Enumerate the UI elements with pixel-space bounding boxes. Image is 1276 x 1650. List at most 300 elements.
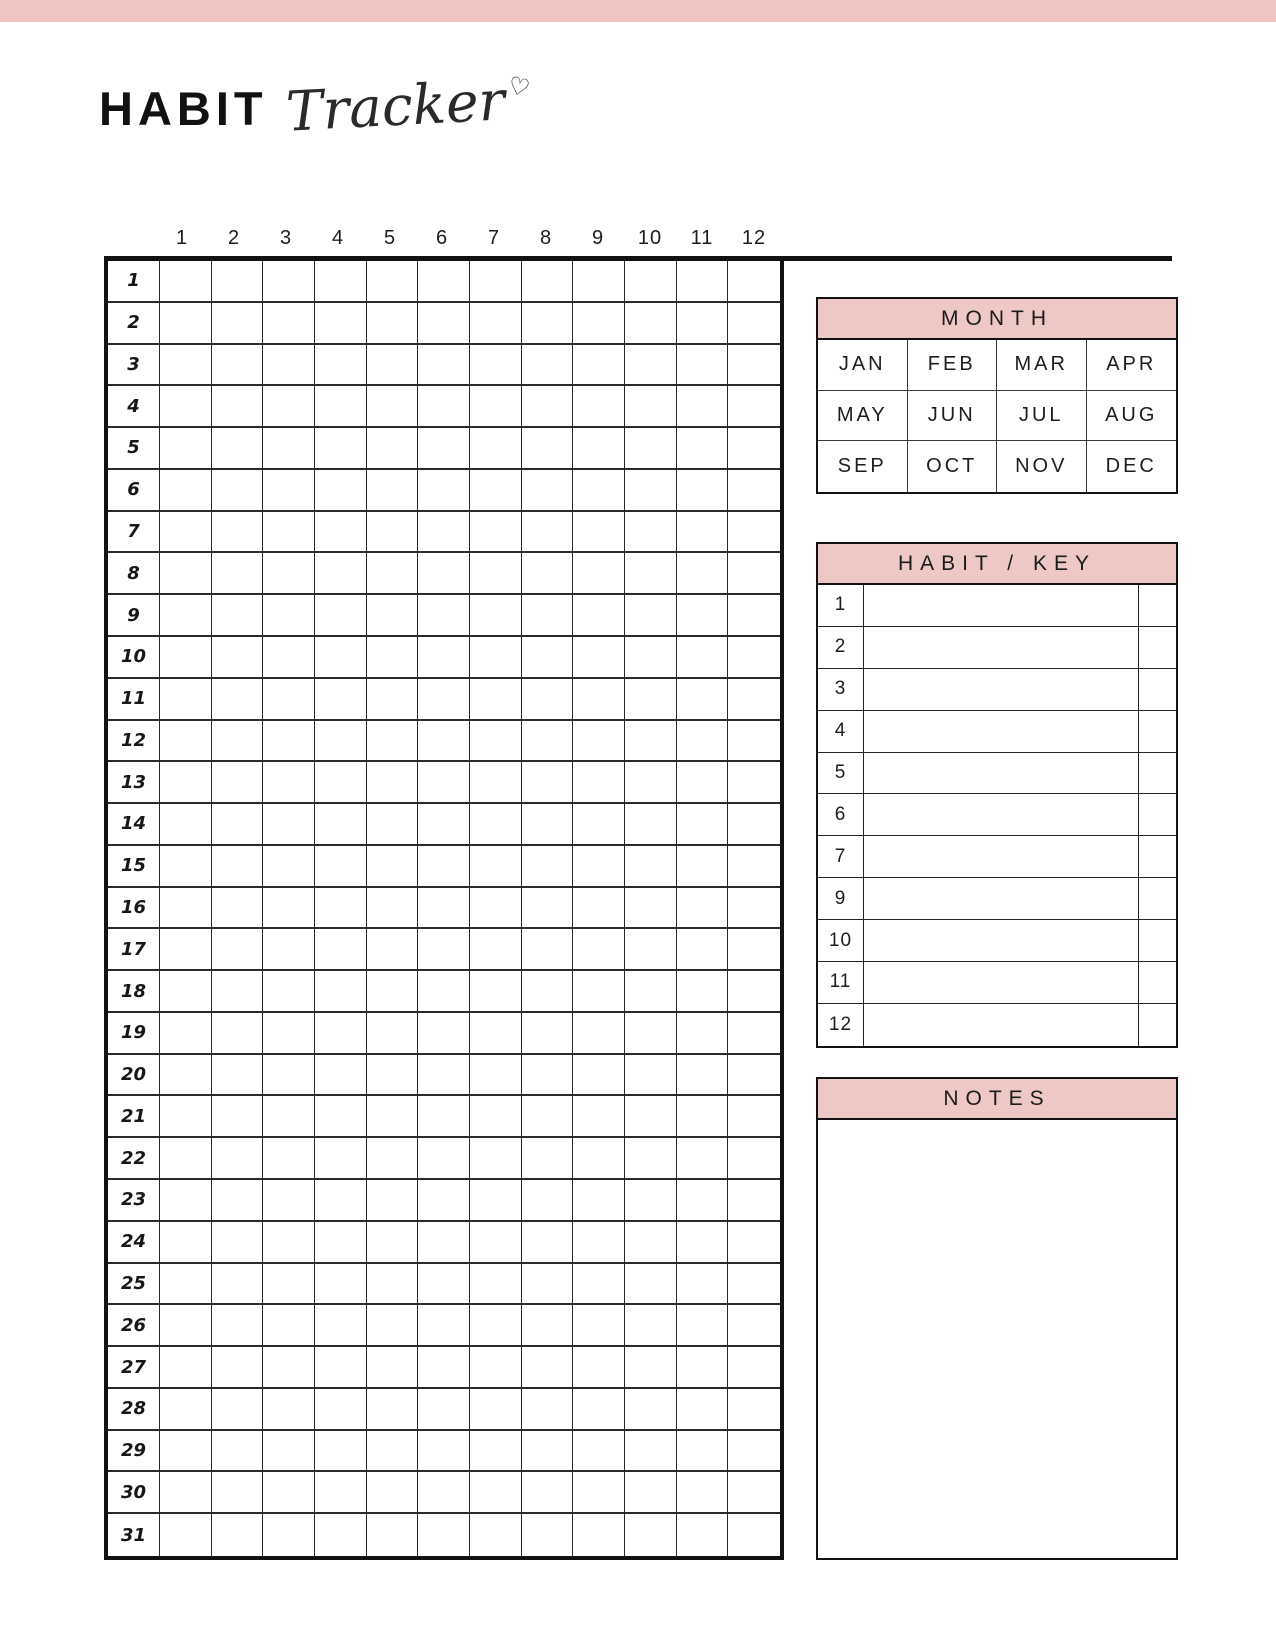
tracker-cell-r12-c8[interactable] bbox=[522, 721, 574, 763]
tracker-cell-r15-c5[interactable] bbox=[367, 846, 419, 888]
tracker-cell-r28-c5[interactable] bbox=[367, 1389, 419, 1431]
tracker-cell-r31-c11[interactable] bbox=[677, 1514, 729, 1556]
tracker-cell-r12-c3[interactable] bbox=[263, 721, 315, 763]
tracker-cell-r19-c11[interactable] bbox=[677, 1013, 729, 1055]
tracker-cell-r18-c6[interactable] bbox=[418, 971, 470, 1013]
tracker-cell-r1-c2[interactable] bbox=[212, 261, 264, 303]
tracker-cell-r1-c12[interactable] bbox=[728, 261, 780, 303]
tracker-cell-r8-c1[interactable] bbox=[160, 553, 212, 595]
tracker-cell-r30-c7[interactable] bbox=[470, 1472, 522, 1514]
tracker-cell-r4-c5[interactable] bbox=[367, 386, 419, 428]
tracker-cell-r28-c12[interactable] bbox=[728, 1389, 780, 1431]
tracker-cell-r31-c12[interactable] bbox=[728, 1514, 780, 1556]
tracker-cell-r19-c3[interactable] bbox=[263, 1013, 315, 1055]
tracker-cell-r27-c7[interactable] bbox=[470, 1347, 522, 1389]
tracker-cell-r15-c10[interactable] bbox=[625, 846, 677, 888]
tracker-cell-r25-c10[interactable] bbox=[625, 1264, 677, 1306]
tracker-cell-r5-c8[interactable] bbox=[522, 428, 574, 470]
tracker-cell-r14-c8[interactable] bbox=[522, 804, 574, 846]
tracker-cell-r23-c8[interactable] bbox=[522, 1180, 574, 1222]
tracker-cell-r3-c4[interactable] bbox=[315, 345, 367, 387]
tracker-cell-r24-c3[interactable] bbox=[263, 1222, 315, 1264]
tracker-cell-r4-c12[interactable] bbox=[728, 386, 780, 428]
tracker-cell-r24-c11[interactable] bbox=[677, 1222, 729, 1264]
tracker-cell-r22-c1[interactable] bbox=[160, 1138, 212, 1180]
tracker-cell-r4-c8[interactable] bbox=[522, 386, 574, 428]
tracker-cell-r27-c9[interactable] bbox=[573, 1347, 625, 1389]
tracker-cell-r30-c3[interactable] bbox=[263, 1472, 315, 1514]
tracker-cell-r16-c1[interactable] bbox=[160, 888, 212, 930]
tracker-cell-r6-c10[interactable] bbox=[625, 470, 677, 512]
tracker-cell-r12-c1[interactable] bbox=[160, 721, 212, 763]
tracker-cell-r9-c1[interactable] bbox=[160, 595, 212, 637]
tracker-cell-r2-c10[interactable] bbox=[625, 303, 677, 345]
tracker-cell-r19-c5[interactable] bbox=[367, 1013, 419, 1055]
tracker-cell-r13-c3[interactable] bbox=[263, 762, 315, 804]
month-apr[interactable]: APR bbox=[1087, 340, 1177, 391]
tracker-cell-r23-c10[interactable] bbox=[625, 1180, 677, 1222]
tracker-cell-r13-c9[interactable] bbox=[573, 762, 625, 804]
tracker-cell-r25-c5[interactable] bbox=[367, 1264, 419, 1306]
tracker-cell-r9-c2[interactable] bbox=[212, 595, 264, 637]
tracker-cell-r30-c8[interactable] bbox=[522, 1472, 574, 1514]
tracker-cell-r26-c6[interactable] bbox=[418, 1305, 470, 1347]
tracker-cell-r28-c11[interactable] bbox=[677, 1389, 729, 1431]
tracker-cell-r8-c5[interactable] bbox=[367, 553, 419, 595]
tracker-cell-r4-c4[interactable] bbox=[315, 386, 367, 428]
tracker-cell-r28-c1[interactable] bbox=[160, 1389, 212, 1431]
tracker-cell-r1-c6[interactable] bbox=[418, 261, 470, 303]
tracker-cell-r6-c3[interactable] bbox=[263, 470, 315, 512]
tracker-cell-r8-c10[interactable] bbox=[625, 553, 677, 595]
tracker-cell-r6-c1[interactable] bbox=[160, 470, 212, 512]
month-may[interactable]: MAY bbox=[818, 391, 908, 442]
tracker-cell-r30-c11[interactable] bbox=[677, 1472, 729, 1514]
tracker-cell-r26-c12[interactable] bbox=[728, 1305, 780, 1347]
tracker-cell-r13-c11[interactable] bbox=[677, 762, 729, 804]
tracker-cell-r22-c11[interactable] bbox=[677, 1138, 729, 1180]
tracker-cell-r6-c8[interactable] bbox=[522, 470, 574, 512]
tracker-cell-r8-c11[interactable] bbox=[677, 553, 729, 595]
habit-key-cell-11[interactable] bbox=[1138, 962, 1176, 1003]
tracker-cell-r6-c5[interactable] bbox=[367, 470, 419, 512]
tracker-cell-r30-c10[interactable] bbox=[625, 1472, 677, 1514]
tracker-cell-r14-c1[interactable] bbox=[160, 804, 212, 846]
tracker-cell-r7-c11[interactable] bbox=[677, 512, 729, 554]
tracker-cell-r3-c1[interactable] bbox=[160, 345, 212, 387]
tracker-cell-r2-c2[interactable] bbox=[212, 303, 264, 345]
tracker-cell-r29-c2[interactable] bbox=[212, 1431, 264, 1473]
tracker-cell-r19-c9[interactable] bbox=[573, 1013, 625, 1055]
tracker-cell-r11-c8[interactable] bbox=[522, 679, 574, 721]
tracker-cell-r11-c4[interactable] bbox=[315, 679, 367, 721]
tracker-cell-r28-c10[interactable] bbox=[625, 1389, 677, 1431]
tracker-cell-r19-c7[interactable] bbox=[470, 1013, 522, 1055]
tracker-cell-r27-c11[interactable] bbox=[677, 1347, 729, 1389]
tracker-cell-r16-c8[interactable] bbox=[522, 888, 574, 930]
tracker-cell-r11-c1[interactable] bbox=[160, 679, 212, 721]
tracker-cell-r21-c1[interactable] bbox=[160, 1096, 212, 1138]
tracker-cell-r1-c9[interactable] bbox=[573, 261, 625, 303]
tracker-cell-r5-c9[interactable] bbox=[573, 428, 625, 470]
tracker-cell-r18-c2[interactable] bbox=[212, 971, 264, 1013]
tracker-cell-r26-c10[interactable] bbox=[625, 1305, 677, 1347]
tracker-cell-r23-c9[interactable] bbox=[573, 1180, 625, 1222]
tracker-cell-r11-c11[interactable] bbox=[677, 679, 729, 721]
tracker-cell-r8-c9[interactable] bbox=[573, 553, 625, 595]
tracker-cell-r24-c5[interactable] bbox=[367, 1222, 419, 1264]
tracker-cell-r4-c3[interactable] bbox=[263, 386, 315, 428]
tracker-cell-r26-c2[interactable] bbox=[212, 1305, 264, 1347]
tracker-cell-r25-c12[interactable] bbox=[728, 1264, 780, 1306]
tracker-cell-r19-c6[interactable] bbox=[418, 1013, 470, 1055]
tracker-cell-r31-c1[interactable] bbox=[160, 1514, 212, 1556]
tracker-cell-r31-c7[interactable] bbox=[470, 1514, 522, 1556]
tracker-cell-r2-c11[interactable] bbox=[677, 303, 729, 345]
tracker-cell-r3-c8[interactable] bbox=[522, 345, 574, 387]
habit-name-field-9[interactable] bbox=[864, 878, 1138, 919]
tracker-cell-r31-c6[interactable] bbox=[418, 1514, 470, 1556]
tracker-cell-r1-c1[interactable] bbox=[160, 261, 212, 303]
tracker-cell-r22-c7[interactable] bbox=[470, 1138, 522, 1180]
tracker-cell-r12-c6[interactable] bbox=[418, 721, 470, 763]
tracker-cell-r28-c3[interactable] bbox=[263, 1389, 315, 1431]
tracker-cell-r17-c2[interactable] bbox=[212, 929, 264, 971]
tracker-cell-r31-c4[interactable] bbox=[315, 1514, 367, 1556]
tracker-cell-r2-c12[interactable] bbox=[728, 303, 780, 345]
tracker-cell-r10-c7[interactable] bbox=[470, 637, 522, 679]
tracker-cell-r13-c7[interactable] bbox=[470, 762, 522, 804]
tracker-cell-r15-c9[interactable] bbox=[573, 846, 625, 888]
month-feb[interactable]: FEB bbox=[908, 340, 998, 391]
tracker-cell-r16-c2[interactable] bbox=[212, 888, 264, 930]
tracker-cell-r21-c11[interactable] bbox=[677, 1096, 729, 1138]
tracker-cell-r23-c1[interactable] bbox=[160, 1180, 212, 1222]
tracker-cell-r14-c10[interactable] bbox=[625, 804, 677, 846]
tracker-cell-r25-c1[interactable] bbox=[160, 1264, 212, 1306]
tracker-cell-r30-c2[interactable] bbox=[212, 1472, 264, 1514]
tracker-cell-r21-c6[interactable] bbox=[418, 1096, 470, 1138]
month-jun[interactable]: JUN bbox=[908, 391, 998, 442]
tracker-cell-r3-c6[interactable] bbox=[418, 345, 470, 387]
habit-key-cell-2[interactable] bbox=[1138, 627, 1176, 668]
tracker-cell-r10-c12[interactable] bbox=[728, 637, 780, 679]
tracker-cell-r18-c3[interactable] bbox=[263, 971, 315, 1013]
tracker-cell-r31-c9[interactable] bbox=[573, 1514, 625, 1556]
tracker-cell-r2-c4[interactable] bbox=[315, 303, 367, 345]
tracker-cell-r9-c5[interactable] bbox=[367, 595, 419, 637]
tracker-cell-r11-c10[interactable] bbox=[625, 679, 677, 721]
tracker-cell-r7-c7[interactable] bbox=[470, 512, 522, 554]
tracker-cell-r13-c10[interactable] bbox=[625, 762, 677, 804]
tracker-cell-r24-c7[interactable] bbox=[470, 1222, 522, 1264]
tracker-cell-r19-c4[interactable] bbox=[315, 1013, 367, 1055]
tracker-cell-r3-c7[interactable] bbox=[470, 345, 522, 387]
tracker-cell-r17-c12[interactable] bbox=[728, 929, 780, 971]
tracker-cell-r20-c3[interactable] bbox=[263, 1055, 315, 1097]
tracker-cell-r9-c4[interactable] bbox=[315, 595, 367, 637]
tracker-cell-r30-c6[interactable] bbox=[418, 1472, 470, 1514]
tracker-cell-r10-c3[interactable] bbox=[263, 637, 315, 679]
tracker-cell-r27-c12[interactable] bbox=[728, 1347, 780, 1389]
tracker-cell-r7-c3[interactable] bbox=[263, 512, 315, 554]
tracker-cell-r23-c5[interactable] bbox=[367, 1180, 419, 1222]
tracker-cell-r7-c4[interactable] bbox=[315, 512, 367, 554]
tracker-cell-r16-c4[interactable] bbox=[315, 888, 367, 930]
tracker-cell-r1-c7[interactable] bbox=[470, 261, 522, 303]
tracker-cell-r6-c4[interactable] bbox=[315, 470, 367, 512]
tracker-cell-r3-c3[interactable] bbox=[263, 345, 315, 387]
tracker-cell-r3-c11[interactable] bbox=[677, 345, 729, 387]
tracker-cell-r9-c7[interactable] bbox=[470, 595, 522, 637]
tracker-cell-r16-c7[interactable] bbox=[470, 888, 522, 930]
tracker-cell-r11-c9[interactable] bbox=[573, 679, 625, 721]
tracker-cell-r27-c1[interactable] bbox=[160, 1347, 212, 1389]
tracker-cell-r4-c6[interactable] bbox=[418, 386, 470, 428]
tracker-cell-r3-c2[interactable] bbox=[212, 345, 264, 387]
habit-name-field-2[interactable] bbox=[864, 627, 1138, 668]
tracker-cell-r1-c11[interactable] bbox=[677, 261, 729, 303]
tracker-cell-r28-c4[interactable] bbox=[315, 1389, 367, 1431]
tracker-cell-r10-c5[interactable] bbox=[367, 637, 419, 679]
tracker-cell-r26-c5[interactable] bbox=[367, 1305, 419, 1347]
tracker-cell-r19-c12[interactable] bbox=[728, 1013, 780, 1055]
tracker-cell-r6-c12[interactable] bbox=[728, 470, 780, 512]
tracker-cell-r18-c5[interactable] bbox=[367, 971, 419, 1013]
tracker-cell-r1-c5[interactable] bbox=[367, 261, 419, 303]
tracker-cell-r25-c7[interactable] bbox=[470, 1264, 522, 1306]
tracker-cell-r17-c1[interactable] bbox=[160, 929, 212, 971]
tracker-cell-r31-c3[interactable] bbox=[263, 1514, 315, 1556]
tracker-cell-r30-c9[interactable] bbox=[573, 1472, 625, 1514]
habit-key-cell-3[interactable] bbox=[1138, 669, 1176, 710]
tracker-cell-r15-c6[interactable] bbox=[418, 846, 470, 888]
tracker-cell-r18-c9[interactable] bbox=[573, 971, 625, 1013]
tracker-cell-r7-c12[interactable] bbox=[728, 512, 780, 554]
tracker-cell-r29-c1[interactable] bbox=[160, 1431, 212, 1473]
tracker-cell-r28-c6[interactable] bbox=[418, 1389, 470, 1431]
tracker-cell-r5-c2[interactable] bbox=[212, 428, 264, 470]
tracker-cell-r1-c10[interactable] bbox=[625, 261, 677, 303]
month-mar[interactable]: MAR bbox=[997, 340, 1087, 391]
tracker-cell-r10-c11[interactable] bbox=[677, 637, 729, 679]
tracker-cell-r5-c1[interactable] bbox=[160, 428, 212, 470]
tracker-cell-r17-c5[interactable] bbox=[367, 929, 419, 971]
tracker-cell-r18-c7[interactable] bbox=[470, 971, 522, 1013]
month-jan[interactable]: JAN bbox=[818, 340, 908, 391]
tracker-cell-r3-c12[interactable] bbox=[728, 345, 780, 387]
tracker-cell-r24-c2[interactable] bbox=[212, 1222, 264, 1264]
tracker-cell-r25-c9[interactable] bbox=[573, 1264, 625, 1306]
tracker-cell-r9-c10[interactable] bbox=[625, 595, 677, 637]
tracker-cell-r16-c12[interactable] bbox=[728, 888, 780, 930]
tracker-cell-r29-c8[interactable] bbox=[522, 1431, 574, 1473]
tracker-cell-r7-c1[interactable] bbox=[160, 512, 212, 554]
tracker-cell-r22-c2[interactable] bbox=[212, 1138, 264, 1180]
tracker-cell-r22-c5[interactable] bbox=[367, 1138, 419, 1180]
tracker-cell-r13-c12[interactable] bbox=[728, 762, 780, 804]
tracker-cell-r10-c1[interactable] bbox=[160, 637, 212, 679]
tracker-cell-r2-c8[interactable] bbox=[522, 303, 574, 345]
tracker-cell-r12-c10[interactable] bbox=[625, 721, 677, 763]
tracker-cell-r29-c10[interactable] bbox=[625, 1431, 677, 1473]
tracker-cell-r7-c2[interactable] bbox=[212, 512, 264, 554]
tracker-cell-r16-c10[interactable] bbox=[625, 888, 677, 930]
tracker-cell-r12-c12[interactable] bbox=[728, 721, 780, 763]
tracker-cell-r29-c9[interactable] bbox=[573, 1431, 625, 1473]
tracker-cell-r4-c7[interactable] bbox=[470, 386, 522, 428]
tracker-cell-r2-c1[interactable] bbox=[160, 303, 212, 345]
tracker-cell-r18-c1[interactable] bbox=[160, 971, 212, 1013]
tracker-cell-r29-c12[interactable] bbox=[728, 1431, 780, 1473]
tracker-cell-r18-c12[interactable] bbox=[728, 971, 780, 1013]
tracker-cell-r29-c11[interactable] bbox=[677, 1431, 729, 1473]
habit-name-field-10[interactable] bbox=[864, 920, 1138, 961]
tracker-cell-r14-c7[interactable] bbox=[470, 804, 522, 846]
tracker-cell-r11-c6[interactable] bbox=[418, 679, 470, 721]
tracker-cell-r27-c10[interactable] bbox=[625, 1347, 677, 1389]
habit-key-cell-6[interactable] bbox=[1138, 794, 1176, 835]
tracker-cell-r21-c9[interactable] bbox=[573, 1096, 625, 1138]
tracker-cell-r23-c11[interactable] bbox=[677, 1180, 729, 1222]
habit-name-field-3[interactable] bbox=[864, 669, 1138, 710]
tracker-cell-r30-c12[interactable] bbox=[728, 1472, 780, 1514]
habit-name-field-7[interactable] bbox=[864, 836, 1138, 877]
tracker-cell-r7-c8[interactable] bbox=[522, 512, 574, 554]
tracker-cell-r14-c12[interactable] bbox=[728, 804, 780, 846]
tracker-cell-r9-c6[interactable] bbox=[418, 595, 470, 637]
habit-name-field-4[interactable] bbox=[864, 711, 1138, 752]
tracker-cell-r19-c1[interactable] bbox=[160, 1013, 212, 1055]
tracker-cell-r21-c10[interactable] bbox=[625, 1096, 677, 1138]
month-dec[interactable]: DEC bbox=[1105, 454, 1157, 477]
tracker-cell-r22-c6[interactable] bbox=[418, 1138, 470, 1180]
habit-key-cell-4[interactable] bbox=[1138, 711, 1176, 752]
tracker-cell-r21-c4[interactable] bbox=[315, 1096, 367, 1138]
tracker-cell-r30-c4[interactable] bbox=[315, 1472, 367, 1514]
tracker-cell-r24-c12[interactable] bbox=[728, 1222, 780, 1264]
tracker-cell-r24-c9[interactable] bbox=[573, 1222, 625, 1264]
tracker-cell-r7-c6[interactable] bbox=[418, 512, 470, 554]
tracker-cell-r25-c3[interactable] bbox=[263, 1264, 315, 1306]
tracker-cell-r15-c11[interactable] bbox=[677, 846, 729, 888]
tracker-cell-r5-c4[interactable] bbox=[315, 428, 367, 470]
tracker-cell-r17-c11[interactable] bbox=[677, 929, 729, 971]
tracker-cell-r20-c8[interactable] bbox=[522, 1055, 574, 1097]
tracker-cell-r14-c6[interactable] bbox=[418, 804, 470, 846]
tracker-cell-r5-c5[interactable] bbox=[367, 428, 419, 470]
habit-key-cell-7[interactable] bbox=[1138, 836, 1176, 877]
tracker-cell-r22-c12[interactable] bbox=[728, 1138, 780, 1180]
tracker-cell-r26-c11[interactable] bbox=[677, 1305, 729, 1347]
tracker-cell-r16-c9[interactable] bbox=[573, 888, 625, 930]
tracker-cell-r12-c7[interactable] bbox=[470, 721, 522, 763]
tracker-cell-r21-c8[interactable] bbox=[522, 1096, 574, 1138]
tracker-cell-r10-c6[interactable] bbox=[418, 637, 470, 679]
tracker-cell-r25-c6[interactable] bbox=[418, 1264, 470, 1306]
tracker-cell-r2-c7[interactable] bbox=[470, 303, 522, 345]
tracker-cell-r2-c9[interactable] bbox=[573, 303, 625, 345]
tracker-cell-r7-c10[interactable] bbox=[625, 512, 677, 554]
tracker-cell-r25-c2[interactable] bbox=[212, 1264, 264, 1306]
tracker-cell-r13-c5[interactable] bbox=[367, 762, 419, 804]
tracker-cell-r7-c9[interactable] bbox=[573, 512, 625, 554]
tracker-cell-r26-c1[interactable] bbox=[160, 1305, 212, 1347]
tracker-cell-r14-c3[interactable] bbox=[263, 804, 315, 846]
tracker-cell-r19-c10[interactable] bbox=[625, 1013, 677, 1055]
notes-area[interactable] bbox=[818, 1120, 1176, 1556]
tracker-cell-r2-c5[interactable] bbox=[367, 303, 419, 345]
tracker-cell-r19-c8[interactable] bbox=[522, 1013, 574, 1055]
tracker-cell-r10-c10[interactable] bbox=[625, 637, 677, 679]
tracker-cell-r22-c3[interactable] bbox=[263, 1138, 315, 1180]
tracker-cell-r30-c1[interactable] bbox=[160, 1472, 212, 1514]
month-sep[interactable]: SEP bbox=[818, 441, 908, 492]
tracker-cell-r7-c5[interactable] bbox=[367, 512, 419, 554]
tracker-cell-r31-c2[interactable] bbox=[212, 1514, 264, 1556]
tracker-cell-r12-c4[interactable] bbox=[315, 721, 367, 763]
tracker-cell-r26-c4[interactable] bbox=[315, 1305, 367, 1347]
habit-key-cell-5[interactable] bbox=[1138, 753, 1176, 794]
month-aug[interactable]: AUG bbox=[1087, 391, 1177, 442]
tracker-cell-r21-c12[interactable] bbox=[728, 1096, 780, 1138]
tracker-cell-r20-c12[interactable] bbox=[728, 1055, 780, 1097]
tracker-cell-r30-c5[interactable] bbox=[367, 1472, 419, 1514]
tracker-cell-r17-c3[interactable] bbox=[263, 929, 315, 971]
tracker-cell-r22-c9[interactable] bbox=[573, 1138, 625, 1180]
habit-key-cell-10[interactable] bbox=[1138, 920, 1176, 961]
tracker-cell-r2-c3[interactable] bbox=[263, 303, 315, 345]
tracker-cell-r20-c11[interactable] bbox=[677, 1055, 729, 1097]
tracker-cell-r22-c8[interactable] bbox=[522, 1138, 574, 1180]
tracker-cell-r9-c8[interactable] bbox=[522, 595, 574, 637]
tracker-cell-r5-c7[interactable] bbox=[470, 428, 522, 470]
tracker-cell-r8-c12[interactable] bbox=[728, 553, 780, 595]
tracker-cell-r14-c4[interactable] bbox=[315, 804, 367, 846]
tracker-cell-r27-c6[interactable] bbox=[418, 1347, 470, 1389]
tracker-cell-r10-c8[interactable] bbox=[522, 637, 574, 679]
tracker-cell-r11-c5[interactable] bbox=[367, 679, 419, 721]
tracker-cell-r20-c10[interactable] bbox=[625, 1055, 677, 1097]
tracker-cell-r10-c4[interactable] bbox=[315, 637, 367, 679]
tracker-cell-r29-c3[interactable] bbox=[263, 1431, 315, 1473]
tracker-cell-r6-c11[interactable] bbox=[677, 470, 729, 512]
tracker-cell-r12-c9[interactable] bbox=[573, 721, 625, 763]
tracker-cell-r5-c10[interactable] bbox=[625, 428, 677, 470]
tracker-cell-r13-c6[interactable] bbox=[418, 762, 470, 804]
tracker-cell-r11-c7[interactable] bbox=[470, 679, 522, 721]
tracker-cell-r22-c10[interactable] bbox=[625, 1138, 677, 1180]
tracker-cell-r27-c3[interactable] bbox=[263, 1347, 315, 1389]
habit-name-field-5[interactable] bbox=[864, 753, 1138, 794]
tracker-cell-r18-c11[interactable] bbox=[677, 971, 729, 1013]
month-nov[interactable]: NOV bbox=[997, 441, 1087, 492]
tracker-cell-r13-c1[interactable] bbox=[160, 762, 212, 804]
tracker-cell-r8-c4[interactable] bbox=[315, 553, 367, 595]
tracker-cell-r17-c6[interactable] bbox=[418, 929, 470, 971]
tracker-cell-r1-c4[interactable] bbox=[315, 261, 367, 303]
tracker-cell-r4-c11[interactable] bbox=[677, 386, 729, 428]
habit-key-cell-12[interactable] bbox=[1138, 1004, 1176, 1046]
tracker-cell-r12-c11[interactable] bbox=[677, 721, 729, 763]
tracker-cell-r15-c4[interactable] bbox=[315, 846, 367, 888]
tracker-cell-r26-c3[interactable] bbox=[263, 1305, 315, 1347]
habit-name-field-12[interactable] bbox=[864, 1004, 1138, 1046]
tracker-cell-r18-c8[interactable] bbox=[522, 971, 574, 1013]
tracker-cell-r12-c5[interactable] bbox=[367, 721, 419, 763]
tracker-cell-r20-c1[interactable] bbox=[160, 1055, 212, 1097]
tracker-cell-r17-c8[interactable] bbox=[522, 929, 574, 971]
